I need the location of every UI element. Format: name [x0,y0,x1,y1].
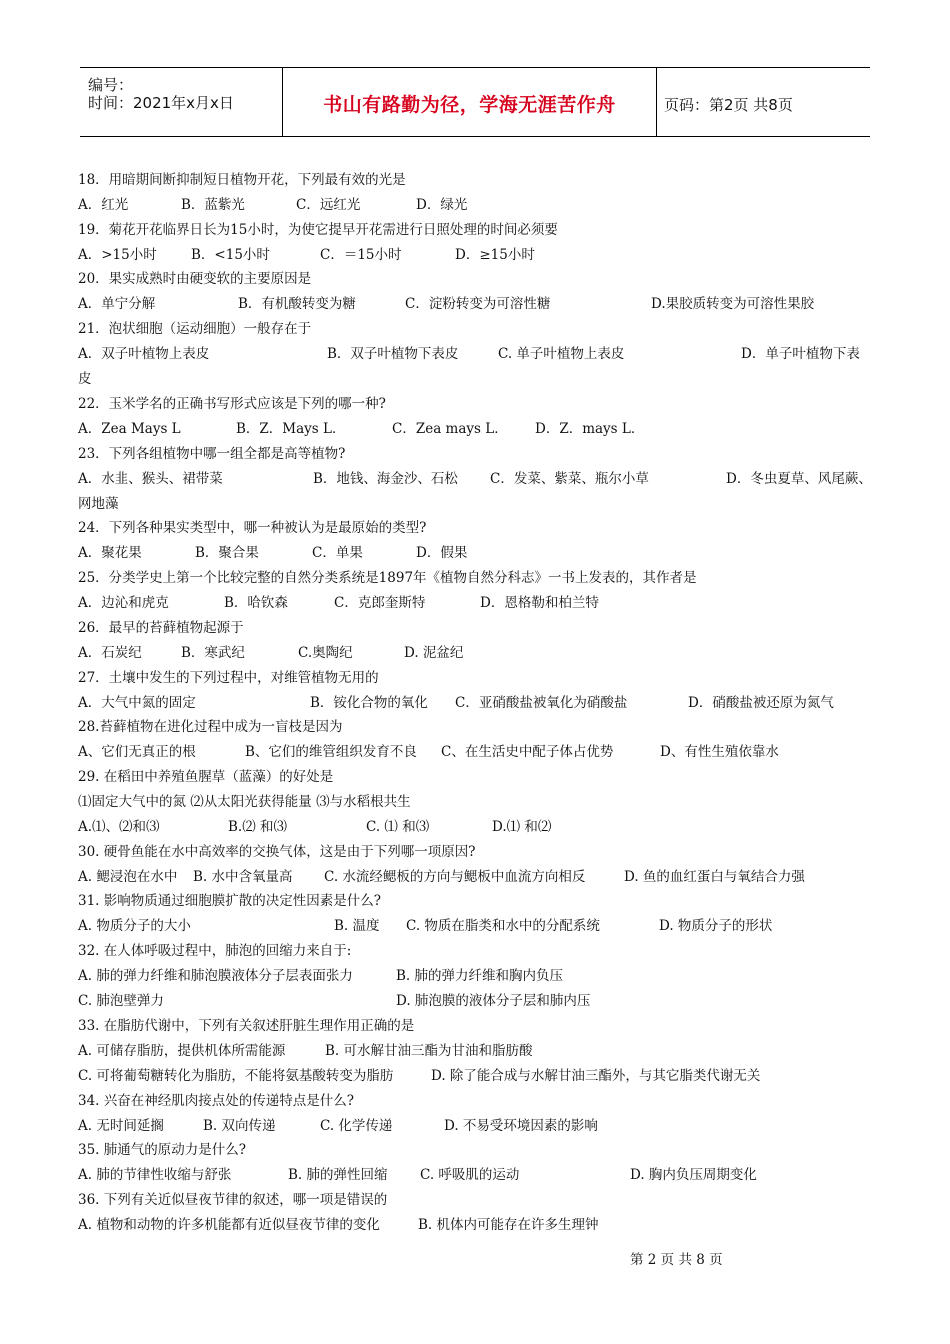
option: D．绿光 [416,197,468,213]
option: B．双子叶植物下表皮 [327,346,459,362]
option-wrap: 皮 [78,371,92,387]
option: C．淀粉转变为可溶性糖 [405,296,551,312]
page-footer: 第 2 页 共 8 页 [630,1252,723,1268]
option: B．地钱、海金沙、石松 [313,471,458,487]
option: B．<15小时 [191,247,270,263]
option: D．假果 [416,545,468,561]
question-33: 33. 在脂肪代谢中，下列有关叙述肝脏生理作用正确的是 [78,1018,415,1034]
option: C. 可将葡萄糖转化为脂肪，不能将氨基酸转变为脂肪 [78,1068,394,1084]
option: A. 无时间延搁 [78,1118,164,1134]
question-24: 24．下列各种果实类型中，哪一种被认为是最原始的类型? [78,520,427,536]
header-left-cell [80,68,282,136]
option: D. 物质分子的形状 [659,918,773,934]
statements: ⑴固定大气中的氮 ⑵从太阳光获得能量 ⑶与水稻根共生 [78,794,411,810]
option: A.⑴、⑵和⑶ [78,819,160,835]
option: A. 肺的节律性收缩与舒张 [78,1167,232,1183]
option: D．单子叶植物下表 [741,346,860,362]
option: A．水韭、猴头、裙带菜 [78,471,223,487]
option: B. 温度 [334,918,380,934]
question-19: 19．菊花开花临界日长为15小时，为使它提早开花需进行日照处理的时间必须要 [78,222,558,238]
option: D. 胸内负压周期变化 [630,1167,757,1183]
option: B. 机体内可能存在许多生理钟 [418,1217,599,1233]
question-21: 21．泡状细胞（运动细胞）一般存在于 [78,321,312,337]
option: B. 肺的弹力纤维和胸内负压 [396,968,564,984]
option: C. 化学传递 [320,1118,393,1134]
option: B．Z．Mays L． [236,421,346,437]
option: A．红光 [78,197,129,213]
option: B. 可水解甘油三酯为甘油和脂肪酸 [325,1043,533,1059]
option: D. 除了能合成与水解甘油三酯外，与其它脂类代谢无关 [431,1068,761,1084]
option: C. 水流经鳃板的方向与鳃板中血流方向相反 [324,869,586,885]
question-35: 35. 肺通气的原动力是什么? [78,1142,246,1158]
option: B. 水中含氧量高 [193,869,293,885]
question-22: 22．玉米学名的正确书写形式应该是下列的哪一种? [78,396,386,412]
option: A．石炭纪 [78,645,142,661]
option: A. 物质分子的大小 [78,918,191,934]
option: B．铵化合物的氧化 [310,695,428,711]
option: C. 呼吸肌的运动 [420,1167,520,1183]
option: A. 植物和动物的许多机能都有近似昼夜节律的变化 [78,1217,380,1233]
option: D．Z．mays L． [535,421,645,437]
question-18: 18．用暗期间断抑制短日植物开花，下列最有效的光是 [78,172,406,188]
option: A. 肺的弹力纤维和肺泡膜液体分子层表面张力 [78,968,353,984]
question-26: 26．最早的苔藓植物起源于 [78,620,244,636]
option: D．恩格勒和柏兰特 [480,595,599,611]
option: A. 鳃浸泡在水中 [78,869,178,885]
option: B. 肺的弹性回缩 [288,1167,388,1183]
option-wrap: 网地藻 [78,496,119,512]
option: C．克郎奎斯特 [334,595,426,611]
option: C．单果 [312,545,363,561]
page-number-label: 页码：第2页 共8页 [664,96,793,114]
header-page-cell [656,68,870,136]
question-31: 31. 影响物质通过细胞膜扩散的决定性因素是什么? [78,893,381,909]
option: C．＝15小时 [320,247,402,263]
question-36: 36. 下列有关近似昼夜节律的叙述，哪一项是错误的 [78,1192,388,1208]
option: D. 鱼的血红蛋白与氧结合力强 [624,869,805,885]
header-motto-cell [282,68,657,136]
time-label: 时间：2021年x月x日 [88,94,234,112]
question-25: 25．分类学史上第一个比较完整的自然分类系统是1897年《植物自然分科志》一书上发表的，其作者是 [78,570,697,586]
option: B．聚合果 [195,545,259,561]
page-header [80,67,870,137]
option: A．边沁和虎克 [78,595,169,611]
question-23: 23．下列各组植物中哪一组全都是高等植物? [78,446,346,462]
option: C．亚硝酸盐被氧化为硝酸盐 [455,695,628,711]
option: C．远红光 [296,197,361,213]
option: A．Zea Mays L [78,421,181,437]
question-34: 34. 兴奋在神经肌肉接点处的传递特点是什么? [78,1093,354,1109]
option: B．蓝紫光 [181,197,245,213]
question-30: 30. 硬骨鱼能在水中高效率的交换气体，这是由于下列哪一项原因? [78,844,476,860]
option: D.⑴ 和⑵ [492,819,552,835]
number-label: 编号： [88,76,134,94]
option: B.⑵ 和⑶ [228,819,288,835]
question-29: 29. 在稻田中养殖鱼腥草（蓝藻）的好处是 [78,769,334,785]
option: C、在生活史中配子体占优势 [441,744,614,760]
option: C. 物质在脂类和水中的分配系统 [406,918,600,934]
option: B．有机酸转变为糖 [238,296,356,312]
option: D. 不易受环境因素的影响 [444,1118,598,1134]
option: B. 双向传递 [203,1118,276,1134]
option: B．哈钦森 [224,595,288,611]
option: B．寒武纪 [181,645,245,661]
option: D．硝酸盐被还原为氮气 [688,695,834,711]
option: D．≥15小时 [455,247,535,263]
option: A．>15小时 [78,247,157,263]
option: B、它们的维管组织发育不良 [245,744,417,760]
option: A．大气中氮的固定 [78,695,196,711]
option: D. 泥盆纪 [404,645,464,661]
motto: 书山有路勤为径，学海无涯苦作舟 [323,94,616,116]
question-27: 27．土壤中发生的下列过程中，对维管植物无用的 [78,670,379,686]
option: D. 肺泡膜的液体分子层和肺内压 [396,993,591,1009]
option: A．聚花果 [78,545,142,561]
option: D、有性生殖依靠水 [660,744,779,760]
option: A、它们无真正的根 [78,744,196,760]
option: C．Zea mays L． [392,421,508,437]
question-32: 32. 在人体呼吸过程中，肺泡的回缩力来自于: [78,943,352,959]
option: C.奥陶纪 [298,645,353,661]
option: A．单宁分解 [78,296,156,312]
question-20: 20．果实成熟时由硬变软的主要原因是 [78,271,312,287]
option: C．发菜、紫菜、瓶尔小草 [490,471,649,487]
option: D．冬虫夏草、风尾蕨、 [726,471,872,487]
option: C. 肺泡壁弹力 [78,993,164,1009]
option: A. 可储存脂肪，提供机体所需能源 [78,1043,286,1059]
option: D.果胶质转变为可溶性果胶 [651,296,815,312]
option: C. ⑴ 和⑶ [366,819,430,835]
question-28: 28.苔藓植物在进化过程中成为一盲枝是因为 [78,719,343,735]
option: C. 单子叶植物上表皮 [498,346,625,362]
option: A．双子叶植物上表皮 [78,346,210,362]
